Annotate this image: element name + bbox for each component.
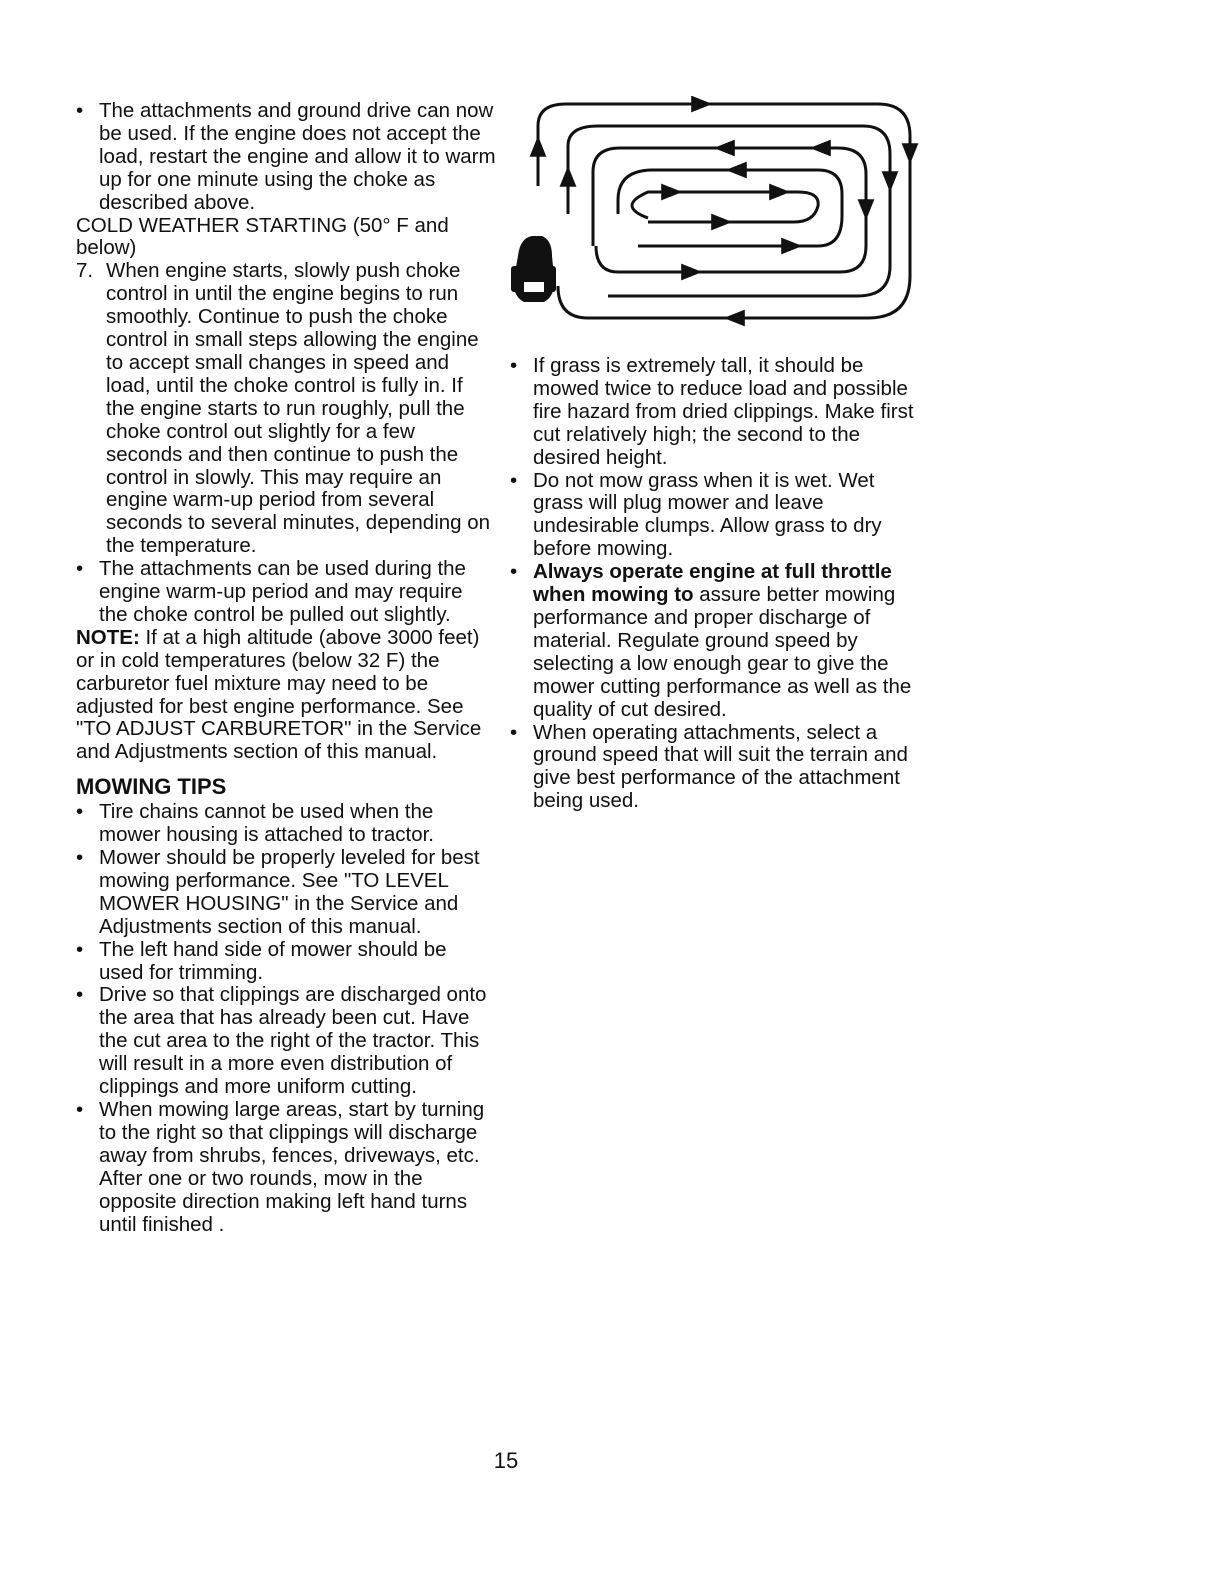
- note-label: NOTE:: [76, 625, 140, 649]
- page-number: 15: [493, 1448, 519, 1473]
- tractor-icon: [511, 236, 556, 302]
- mowing-tip-tire-chains: • Tire chains cannot be used when the mower housing is attached to tractor.: [76, 801, 496, 847]
- throttle-text: assure better mowing performance and proper discharge of material. Regulate ground speed by selecting a low enough gear to give the mower cutting performance as well as the quality of cut desired.: [533, 583, 912, 721]
- mowing-tip-large-areas: • When mowing large areas, start by turning to the right so that clippings will discharge away from shrubs, fences, driveways, etc. After one or two rounds, mow in the opposite direction making left hand turns until finished .: [76, 1099, 496, 1236]
- bullet-warmup: • The attachments can be used during the engine warm-up period and may require the choke control be pulled out slightly.: [76, 558, 496, 627]
- mowing-tip-discharge: • Drive so that clippings are discharged onto the area that has already been cut. Have the cut area to the right of the tractor. This will result in a more even distribution of clippings and more uniform cutting.: [76, 984, 496, 1099]
- right-column: [510, 355, 930, 813]
- tip-tall-grass: • If grass is extremely tall, it should be mowed twice to reduce load and possible fire hazard from dried clippings. Make first cut relatively high; the second to the desired height.: [510, 355, 930, 470]
- step-7-text: When engine starts, slowly push choke control in until the engine begins to run smoothly. Continue to push the choke control in small steps allowing the engine to accept small changes in speed and load, until the choke control is fully in. If the engine starts to run roughly, pull the choke control out slightly for a few seconds and then continue to push the control in slowly. This may require an engine warm-up period from several seconds to several minutes, depending on the temperature.: [106, 259, 491, 558]
- mowing-tips-heading: MOWING TIPS: [76, 774, 227, 800]
- step-7: [76, 260, 496, 558]
- note-paragraph: [76, 627, 496, 764]
- bullet-attachments-ready: • The attachments and ground drive can now be used. If the engine does not accept the load, restart the engine and allow it to warm up for one minute using the choke as described above.: [76, 100, 496, 215]
- inner-pass: [618, 170, 842, 246]
- tip-full-throttle: [510, 561, 930, 721]
- tip-attachments-speed: • When operating attachments, select a ground speed that will suit the terrain and give best performance of the attachment being used.: [510, 722, 930, 814]
- mowing-tip-level-mower: • Mower should be properly leveled for best mowing performance. See "TO LEVEL MOWER HOUSING" in the Service and Adjustments section of this manual.: [76, 847, 496, 939]
- cold-weather-heading: COLD WEATHER STARTING (50° F and below): [76, 213, 449, 260]
- innermost-pass: [632, 192, 818, 222]
- mowing-tip-trimming: • The left hand side of mower should be used for trimming.: [76, 939, 496, 985]
- mowing-pattern-diagram-icon: [508, 96, 928, 332]
- left-column: [76, 100, 496, 1236]
- step-7-number: 7.: [76, 259, 94, 283]
- tip-wet-grass: • Do not mow grass when it is wet. Wet grass will plug mower and leave undesirable clumps. Allow grass to dry before mowing.: [510, 470, 930, 562]
- throttle-bold-text: Always operate engine at full throttle when mowing to: [533, 560, 892, 607]
- note-text: If at a high altitude (above 3000 feet) or in cold temperatures (below 32 F) the carburetor fuel mixture may need to be adjusted for best engine performance. See "TO ADJUST CARBURETOR" in the Service and Adjustments section of this manual.: [76, 625, 482, 764]
